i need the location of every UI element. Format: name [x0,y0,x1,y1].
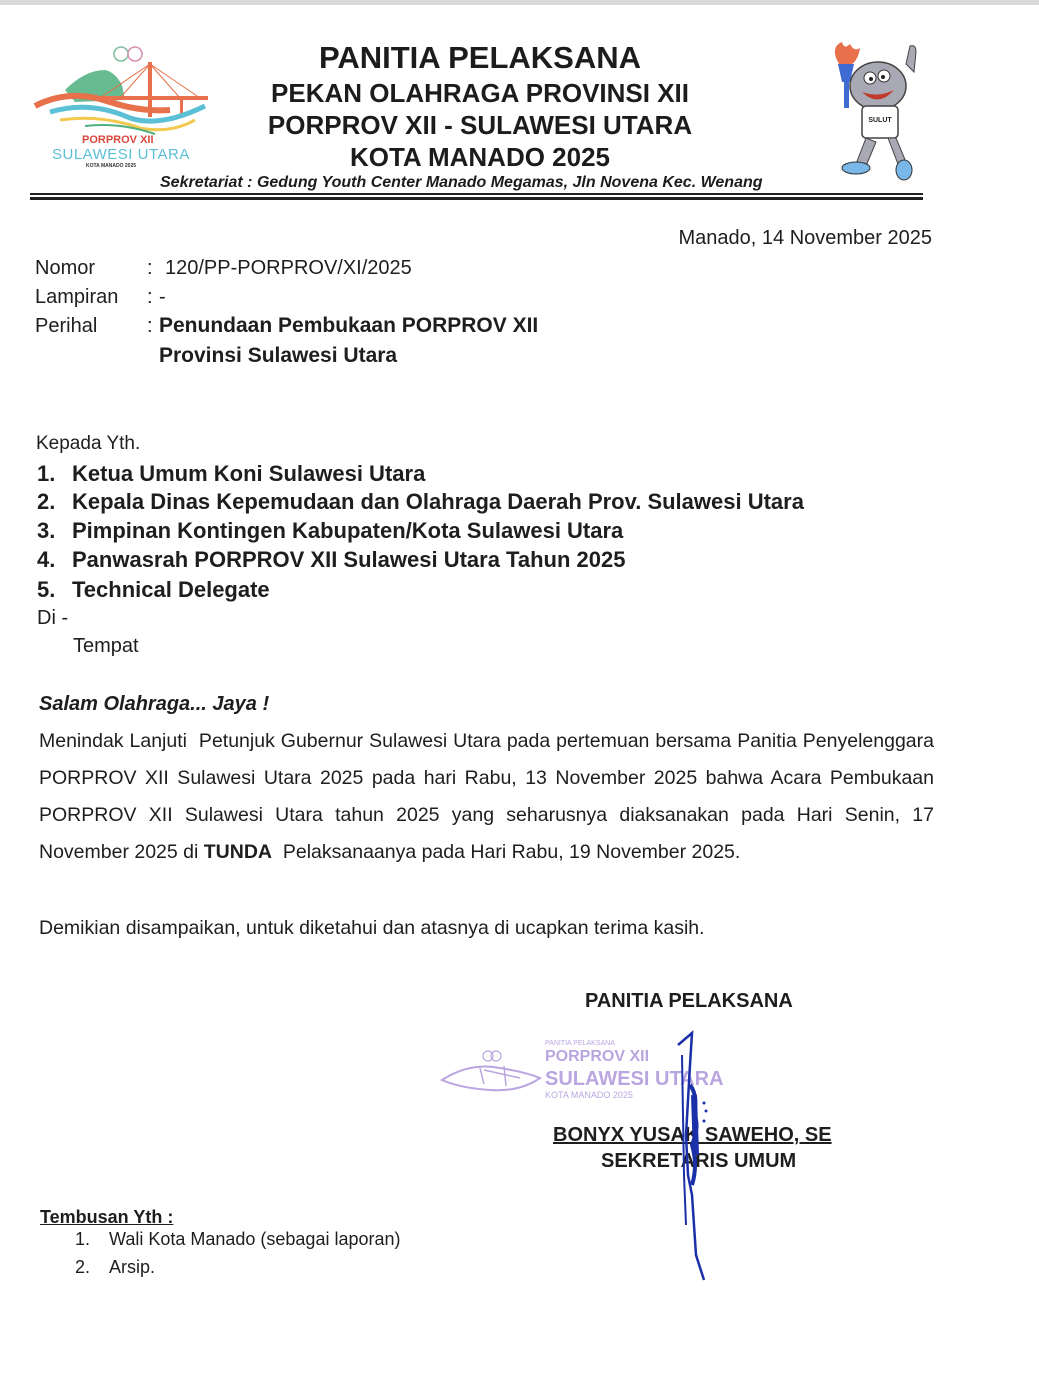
recipient-item [37,489,804,515]
lampiran-colon: : [147,286,153,308]
perihal-label: Perihal [35,315,98,337]
recipients-tempat: Tempat [73,635,139,657]
recipient-text: Pimpinan Kontingen Kabupaten/Kota Sulawesi Utara [72,518,624,543]
body-paragraph [39,723,940,871]
recipient-item [37,518,623,544]
tembusan-num: 1. [75,1229,91,1249]
logo-region: SULAWESI UTARA [52,146,190,163]
logo-city: KOTA MANADO 2025 [86,163,137,169]
recipient-text: Kepala Dinas Kepemudaan dan Olahraga Daerah Prov. Sulawesi Utara [72,489,804,514]
perihal-colon: : [147,315,153,337]
greeting: Salam Olahraga... Jaya ! [39,693,270,715]
tembusan-text: Wali Kota Manado (sebagai laporan) [109,1229,401,1249]
stamp-brand: PORPROV XII [545,1048,650,1065]
tembusan-header: Tembusan Yth : [40,1207,174,1227]
tembusan-item [75,1229,401,1250]
recipient-text: Technical Delegate [72,577,270,602]
body-text-part-1: Menindak Lanjuti Petunjuk Gubernur Sulawesi Utara pada pertemuan bersama Panitia Penyelenggara PORPROV XII Sulawesi Utara 2025 pada hari Rabu, 13 November 2025 bahwa Acara Pembukaan PORPROV XII Sulawesi Utara tahun 2025 yang seharusnya diaksanakan pada Hari Senin, 17 November 2025 di [39,730,940,863]
signature-title: PANITIA PELAKSANA [585,990,793,1012]
nomor-colon: : [147,257,153,279]
lampiran-value: - [159,286,166,308]
body-text-bold: TUNDA [203,841,273,863]
letterhead-line-3: PORPROV XII - SULAWESI UTARA [267,110,693,140]
stamp-city: KOTA MANADO 2025 [545,1090,633,1100]
nomor-label: Nomor [35,257,96,279]
recipient-num: 5. [37,577,56,602]
stamp-logo-graphic [440,1048,545,1098]
mascot-graphic [826,38,930,183]
recipient-item [37,461,425,487]
letterhead-address: Sekretariat : Gedung Youth Center Manado Megamas, Jln Novena Kec. Wenang [160,174,763,191]
recipient-num: 1. [37,461,56,486]
tembusan-text: Arsip. [109,1257,156,1277]
tembusan-item [75,1257,155,1278]
tembusan-num: 2. [75,1257,91,1277]
recipient-item [37,577,270,603]
letterhead-rule-thin [30,193,923,195]
fish-mascot-torch-icon [826,38,930,183]
recipients-header: Kepada Yth. [36,433,141,454]
lampiran-label: Lampiran [35,286,119,308]
stamp-top-text: PANITIA PELAKSANA [545,1040,615,1047]
letterhead-line-4: KOTA MANADO 2025 [349,142,611,172]
closing-sentence: Demikian disampaikan, untuk diketahui dan atasnya di ucapkan terima kasih. [39,917,705,939]
recipient-text: Ketua Umum Koni Sulawesi Utara [72,461,426,486]
body-text-part-2: Pelaksanaanya pada Hari Rabu, 19 November 2025. [272,841,741,863]
recipient-num: 4. [37,547,56,572]
letter-date: Manado, 14 November 2025 [678,227,932,249]
letterhead-line-2: PEKAN OLAHRAGA PROVINSI XII [271,78,689,108]
recipient-item [37,547,625,573]
perihal-value-line-2: Provinsi Sulawesi Utara [159,344,398,367]
mascot-shirt-text: SULUT [868,117,892,124]
recipient-num: 2. [37,489,56,514]
perihal-value-line-1: Penundaan Pembukaan PORPROV XII [159,314,539,337]
handwritten-signature [670,1025,730,1285]
recipients-di: Di - [37,607,69,629]
signatory-position: SEKRETARIS UMUM [601,1150,797,1172]
letterhead-rule-thick [30,197,923,200]
letterhead-line-1: PANITIA PELAKSANA [318,40,642,75]
recipient-text: Panwasrah PORPROV XII Sulawesi Utara Tahun 2025 [72,547,626,572]
stamp-region: SULAWESI UTARA [545,1068,724,1090]
top-border [0,0,1039,5]
nomor-value: 120/PP-PORPROV/XI/2025 [165,257,412,279]
signatory-name: BONYX YUSAK SAWEHO, SE [553,1124,832,1146]
logo-brand: PORPROV XII [82,134,154,146]
recipient-num: 3. [37,518,56,543]
porprov-logo [30,40,215,170]
